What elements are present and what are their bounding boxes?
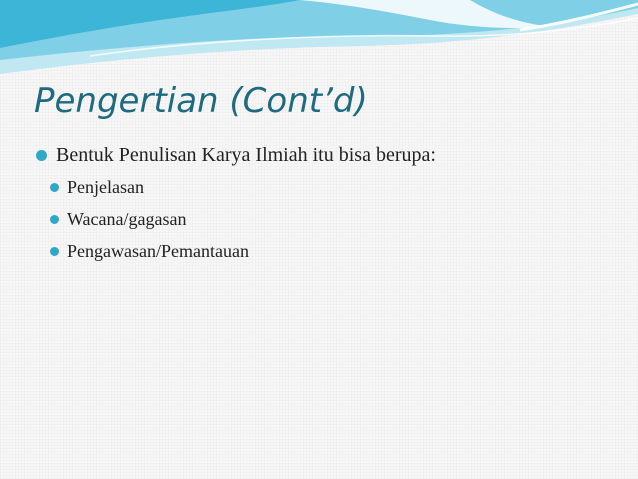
sub-bullet-item-pengawasan — [50, 240, 436, 262]
sub-bullet-item-penjelasan — [50, 176, 436, 198]
bullet-text: Pengawasan/Pemantauan — [67, 241, 249, 261]
bullet-dot-icon — [50, 183, 59, 192]
bullet-item-main — [36, 143, 436, 167]
bullet-dot-icon — [50, 215, 59, 224]
slide-title: Pengertian (Cont’d) — [34, 81, 368, 121]
bullet-list — [36, 143, 436, 272]
bullet-text: Bentuk Penulisan Karya Ilmiah itu bisa berupa: — [56, 144, 436, 166]
bullet-text: Wacana/gagasan — [67, 209, 187, 229]
header-wave-decoration — [0, 0, 638, 80]
bullet-dot-icon — [36, 150, 47, 161]
bullet-dot-icon — [50, 247, 59, 256]
bullet-text: Penjelasan — [67, 177, 144, 197]
sub-bullet-item-wacana — [50, 208, 436, 230]
